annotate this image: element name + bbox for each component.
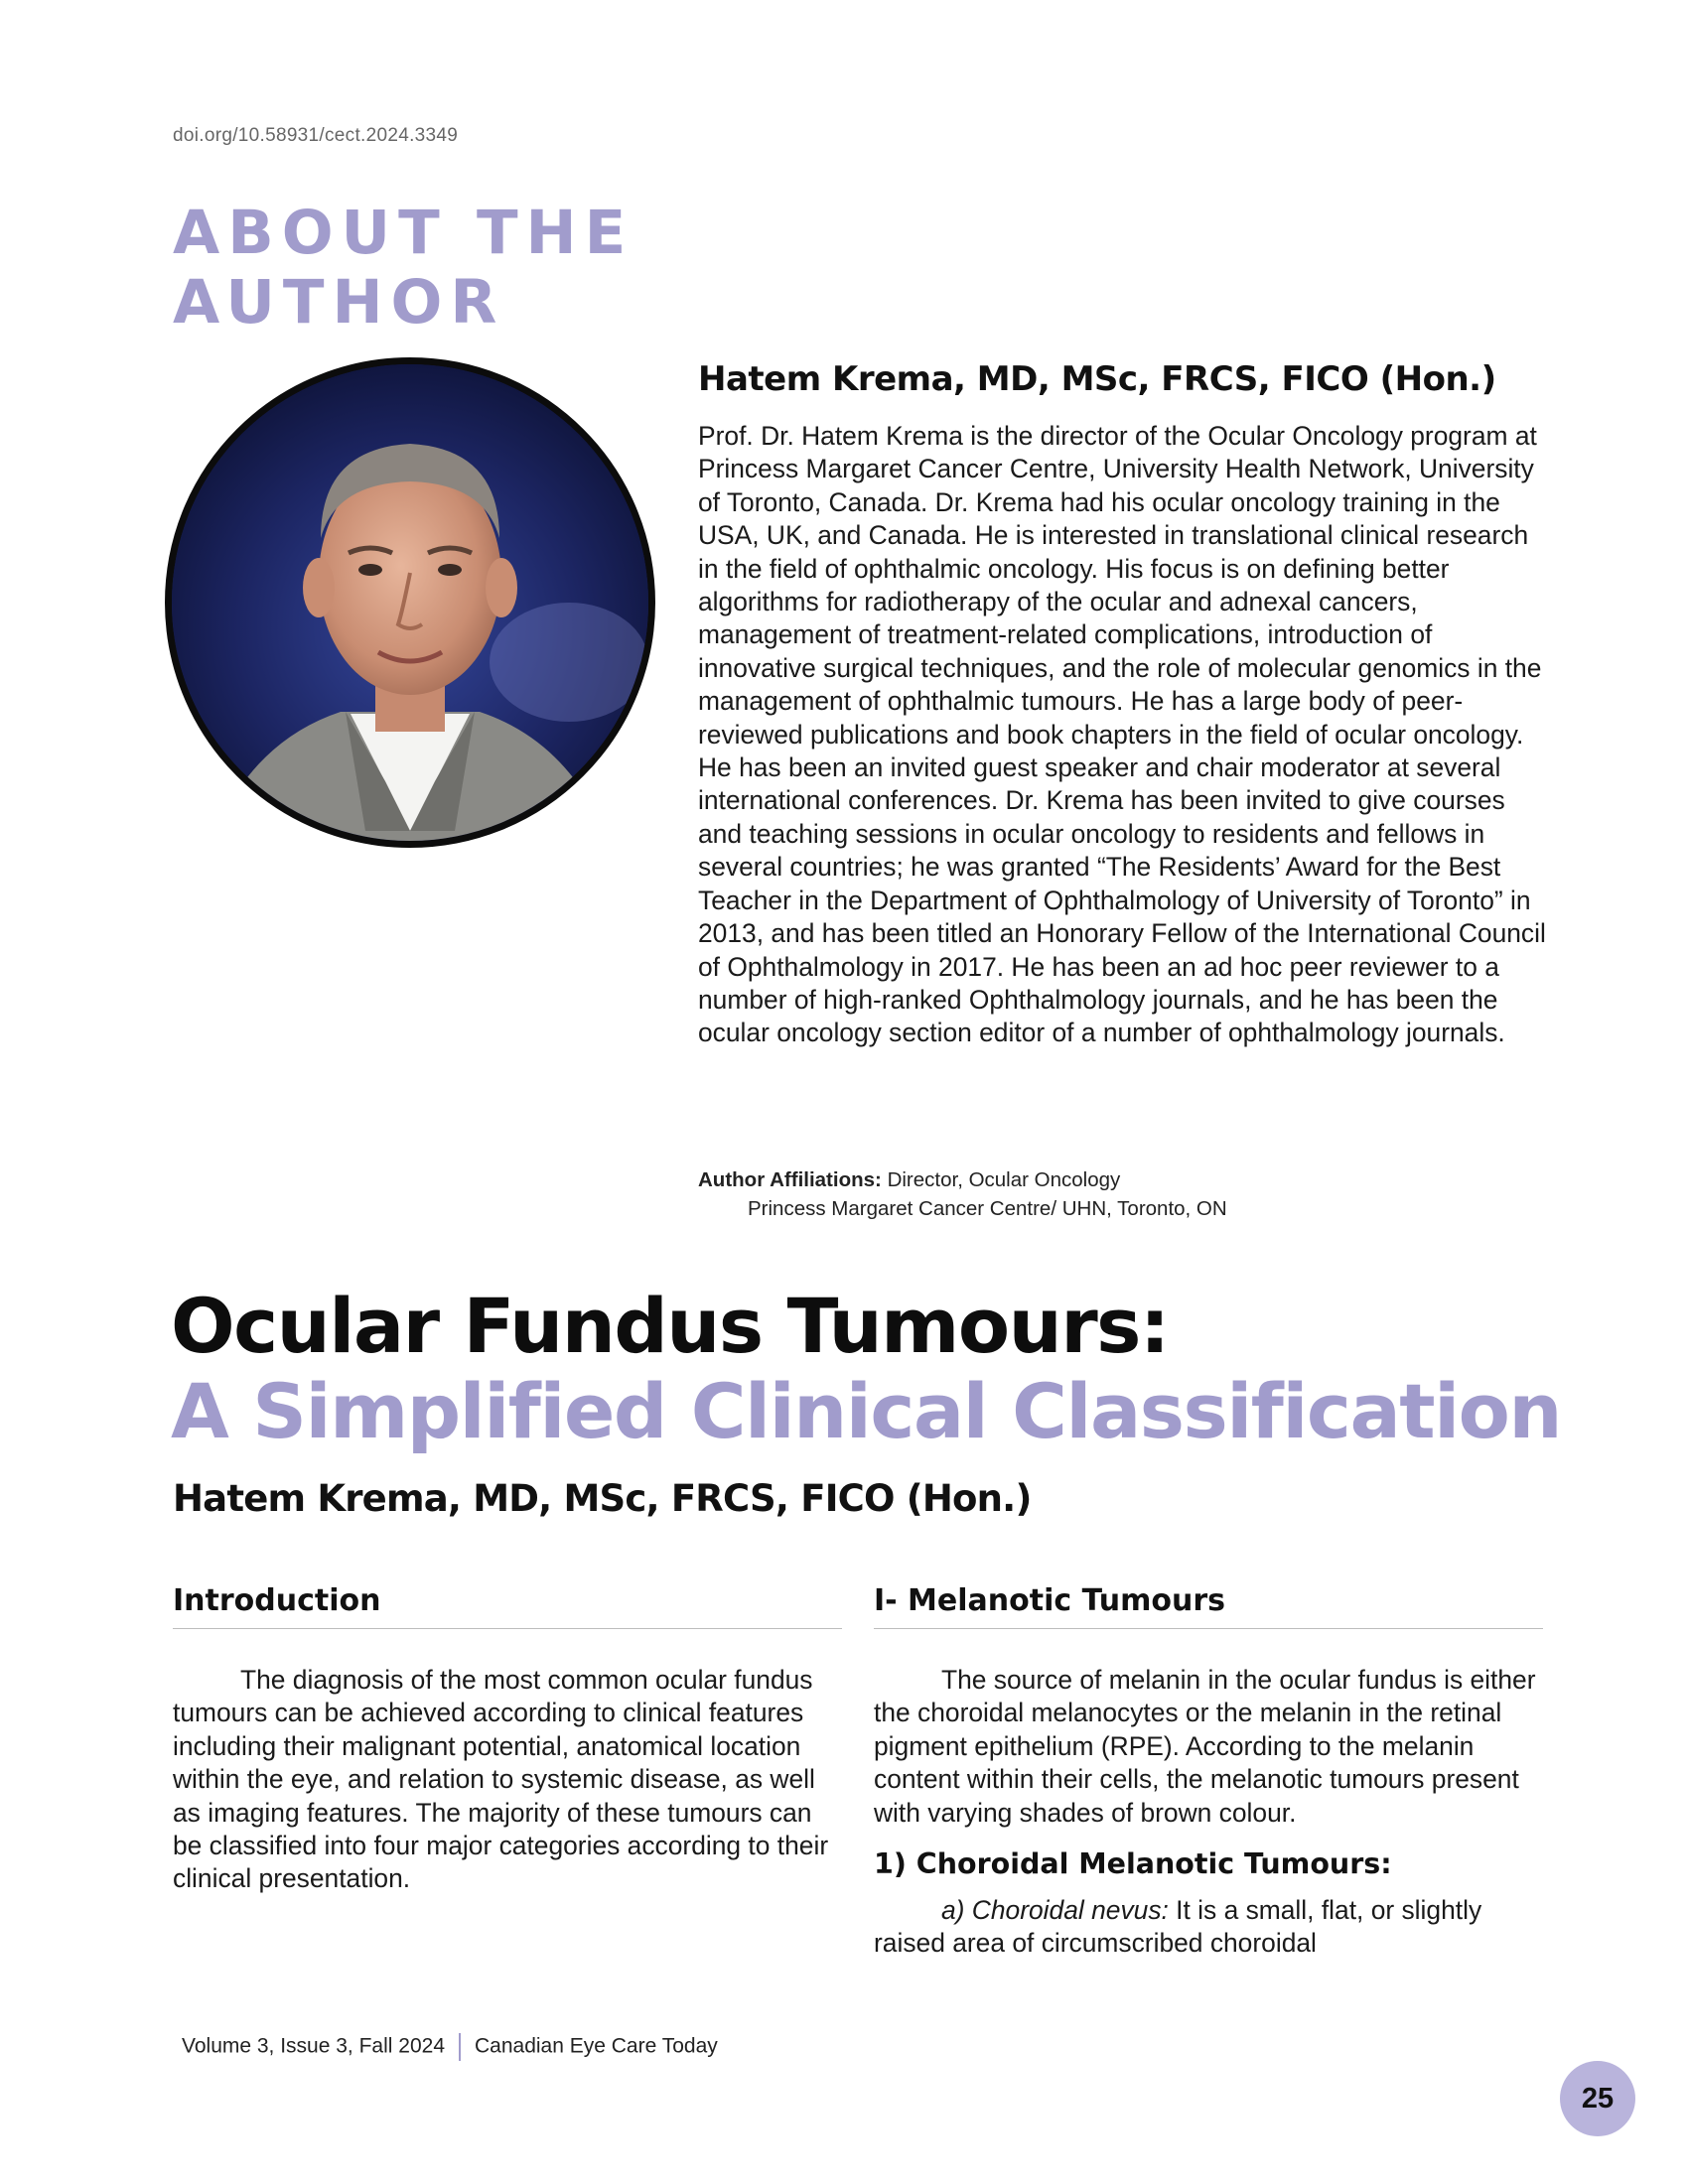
footer-volume: Volume 3, Issue 3, Fall 2024 bbox=[182, 2034, 445, 2058]
choroidal-nevus-text: It is a small, flat, or slightly raised area of circumscribed choroidal bbox=[874, 1895, 1482, 1959]
footer-separator bbox=[459, 2033, 461, 2061]
author-photo bbox=[165, 357, 655, 848]
footer-journal: Canadian Eye Care Today bbox=[475, 2034, 718, 2058]
affiliations-line1: Director, Ocular Oncology bbox=[887, 1168, 1121, 1191]
introduction-heading: Introduction bbox=[173, 1583, 842, 1629]
about-heading-line1: ABOUT THE bbox=[173, 198, 634, 268]
article-byline: Hatem Krema, MD, MSc, FRCS, FICO (Hon.) bbox=[173, 1477, 1032, 1520]
bio-paragraph: Prof. Dr. Hatem Krema is the director of the Ocular Oncology program at Princess Margaret Cancer Centre, University Health Network, University of Toronto, Canada. Dr. Krema had his ocular oncology training in the USA, UK, and Canada. He is interested in translational clinical research in the field of ophthalmic oncology. His focus is on defining better algorithms for radiotherapy of the ocular and adnexal cancers, management of treatment-related complications, introduction of innovative surgical techniques, and the role of molecular genomics in the management of ophthalmic tumours. He has a large body of peer-reviewed publications and book chapters in the field of ocular oncology. He has been an invited guest speaker and chair moderator at several international conferences. Dr. Krema has been invited to give courses and teaching sessions in ocular oncology to residents and fellows in several countries; he was granted “The Residents’ Award for the Best Teacher in the Department of Ophthalmology of University of Toronto” in 2013, and has been titled an Honorary Fellow of the International Council of Ophthalmology in 2017. He has been an ad hoc peer reviewer to a number of high-ranked Ophthalmology journals, and he has been the ocular oncology section editor of a number of ophthalmology journals. bbox=[698, 421, 1546, 1048]
article-subtitle: A Simplified Clinical Classification bbox=[171, 1367, 1561, 1455]
page-number-badge: 25 bbox=[1560, 2061, 1635, 2136]
about-the-author-heading bbox=[173, 199, 633, 338]
author-portrait-illustration bbox=[172, 364, 648, 841]
page-footer bbox=[182, 2033, 718, 2061]
choroidal-nevus-term: a) Choroidal nevus: bbox=[941, 1895, 1169, 1926]
affiliations-label: Author Affiliations: bbox=[698, 1168, 882, 1191]
choroidal-melanotic-heading: 1) Choroidal Melanotic Tumours: bbox=[874, 1847, 1392, 1881]
introduction-body: The diagnosis of the most common ocular fundus tumours can be achieved according to clinical features including their malignant potential, anatomical location within the eye, and relation to systemic disease, as well as imaging features. The majority of these tumours can be classified into four major categories according to their clinical presentation. bbox=[173, 1665, 829, 1894]
choroidal-nevus-paragraph bbox=[874, 1894, 1543, 1961]
melanotic-tumours-body: The source of melanin in the ocular fundus is either the choroidal melanocytes or the melanin in the retinal pigment epithelium (RPE). According to the melanin content within their cells, the melanotic tumours present with varying shades of brown colour. bbox=[874, 1665, 1536, 1828]
article-title bbox=[171, 1284, 1561, 1454]
bio-author-name: Hatem Krema, MD, MSc, FRCS, FICO (Hon.) bbox=[698, 359, 1496, 399]
about-heading-line2: AUTHOR bbox=[173, 267, 505, 338]
left-column bbox=[173, 1583, 842, 1896]
author-affiliations bbox=[698, 1165, 1552, 1223]
right-column bbox=[874, 1583, 1543, 1961]
article-title-line: Ocular Fundus Tumours: bbox=[171, 1282, 1169, 1370]
melanotic-tumours-heading: I- Melanotic Tumours bbox=[874, 1583, 1543, 1629]
affiliations-line2: Princess Margaret Cancer Centre/ UHN, Toronto, ON bbox=[748, 1197, 1227, 1220]
doi-link[interactable]: doi.org/10.58931/cect.2024.3349 bbox=[173, 125, 459, 146]
